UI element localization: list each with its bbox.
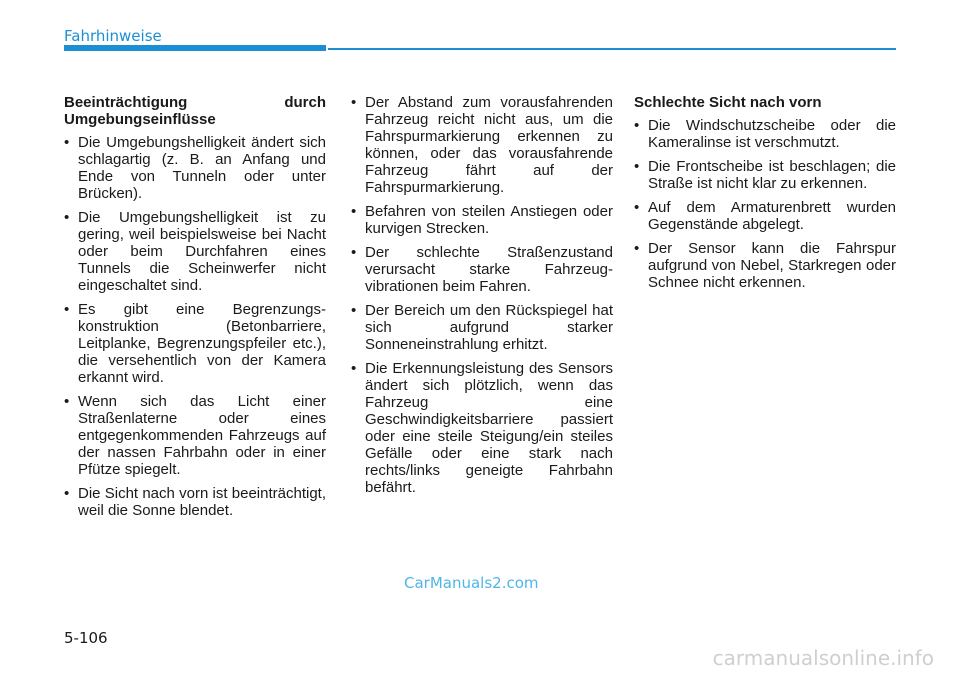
- column-3: [634, 94, 896, 298]
- bullet-icon: •: [64, 393, 70, 410]
- list-item: • Der Abstand zum vorausfahrenden Fahrzeug reicht nicht aus, um die Fahrspurmarkierung erkennen zu können, oder das vorausfahrende Fahrzeug fährt auf der Fahrspurmarkierung.: [351, 94, 613, 196]
- watermark-footer: carmanualsonline.info: [712, 646, 934, 670]
- section-title: Fahrhinweise: [64, 27, 162, 45]
- bullet-list: [64, 134, 326, 519]
- column-1: [64, 94, 326, 526]
- list-item: • Es gibt eine Begrenzungs-konstruktion (Betonbarriere, Leitplanke, Begrenzungspfeiler etc.), die versehentlich von der Kamera erkannt wird.: [64, 301, 326, 386]
- list-item: • Die Erkennungsleistung des Sensors ändert sich plötzlich, wenn das Fahrzeug eine Geschwindigkeitsbarriere passiert oder eine steile Steigung/ein steiles Gefälle oder eine stark nach rechts/links geneigte Fahrbahn befährt.: [351, 360, 613, 496]
- list-item: • Die Frontscheibe ist beschlagen; die Straße ist nicht klar zu erkennen.: [634, 158, 896, 192]
- list-item: • Befahren von steilen Anstiegen oder kurvigen Strecken.: [351, 203, 613, 237]
- list-item: • Die Sicht nach vorn ist beeinträchtigt, weil die Sonne blendet.: [64, 485, 326, 519]
- header-rule-thick: [64, 45, 326, 51]
- bullet-icon: •: [64, 485, 70, 502]
- list-item: • Die Umgebungshelligkeit ist zu gering, weil beispielsweise bei Nacht oder beim Durchfahren eines Tunnels die Scheinwerfer nicht eingeschaltet sind.: [64, 209, 326, 294]
- watermark-link[interactable]: CarManuals2.com: [404, 574, 539, 592]
- bullet-list: [634, 117, 896, 291]
- bullet-icon: •: [64, 209, 70, 226]
- bullet-icon: •: [634, 199, 640, 216]
- list-item: • Auf dem Armaturenbrett wurden Gegenstände abgelegt.: [634, 199, 896, 233]
- column-heading: Schlechte Sicht nach vorn: [634, 94, 822, 111]
- bullet-icon: •: [351, 94, 357, 111]
- list-item: • Der schlechte Straßenzustand verursacht starke Fahrzeug-vibrationen beim Fahren.: [351, 244, 613, 295]
- list-item: • Der Sensor kann die Fahrspur aufgrund von Nebel, Starkregen oder Schnee nicht erkennen.: [634, 240, 896, 291]
- bullet-list: [351, 94, 613, 496]
- bullet-icon: •: [351, 244, 357, 261]
- column-2: [351, 94, 613, 503]
- bullet-icon: •: [64, 301, 70, 318]
- bullet-icon: •: [634, 240, 640, 257]
- bullet-icon: •: [634, 158, 640, 175]
- bullet-icon: •: [351, 302, 357, 319]
- list-item: • Der Bereich um den Rückspiegel hat sich aufgrund starker Sonneneinstrahlung erhitzt.: [351, 302, 613, 353]
- list-item: • Die Umgebungshelligkeit ändert sich schlagartig (z. B. an Anfang und Ende von Tunneln oder unter Brücken).: [64, 134, 326, 202]
- header-rule-thin: [328, 48, 896, 50]
- column-heading: Beeinträchtigung durch Umgebungseinflüsse: [64, 94, 326, 128]
- page-number: 5-106: [64, 629, 108, 647]
- bullet-icon: •: [634, 117, 640, 134]
- bullet-icon: •: [351, 203, 357, 220]
- bullet-icon: •: [351, 360, 357, 377]
- list-item: • Wenn sich das Licht einer Straßenlaterne oder eines entgegenkommenden Fahrzeugs auf der nassen Fahrbahn oder in einer Pfütze spiegelt.: [64, 393, 326, 478]
- bullet-icon: •: [64, 134, 70, 151]
- list-item: • Die Windschutzscheibe oder die Kameralinse ist verschmutzt.: [634, 117, 896, 151]
